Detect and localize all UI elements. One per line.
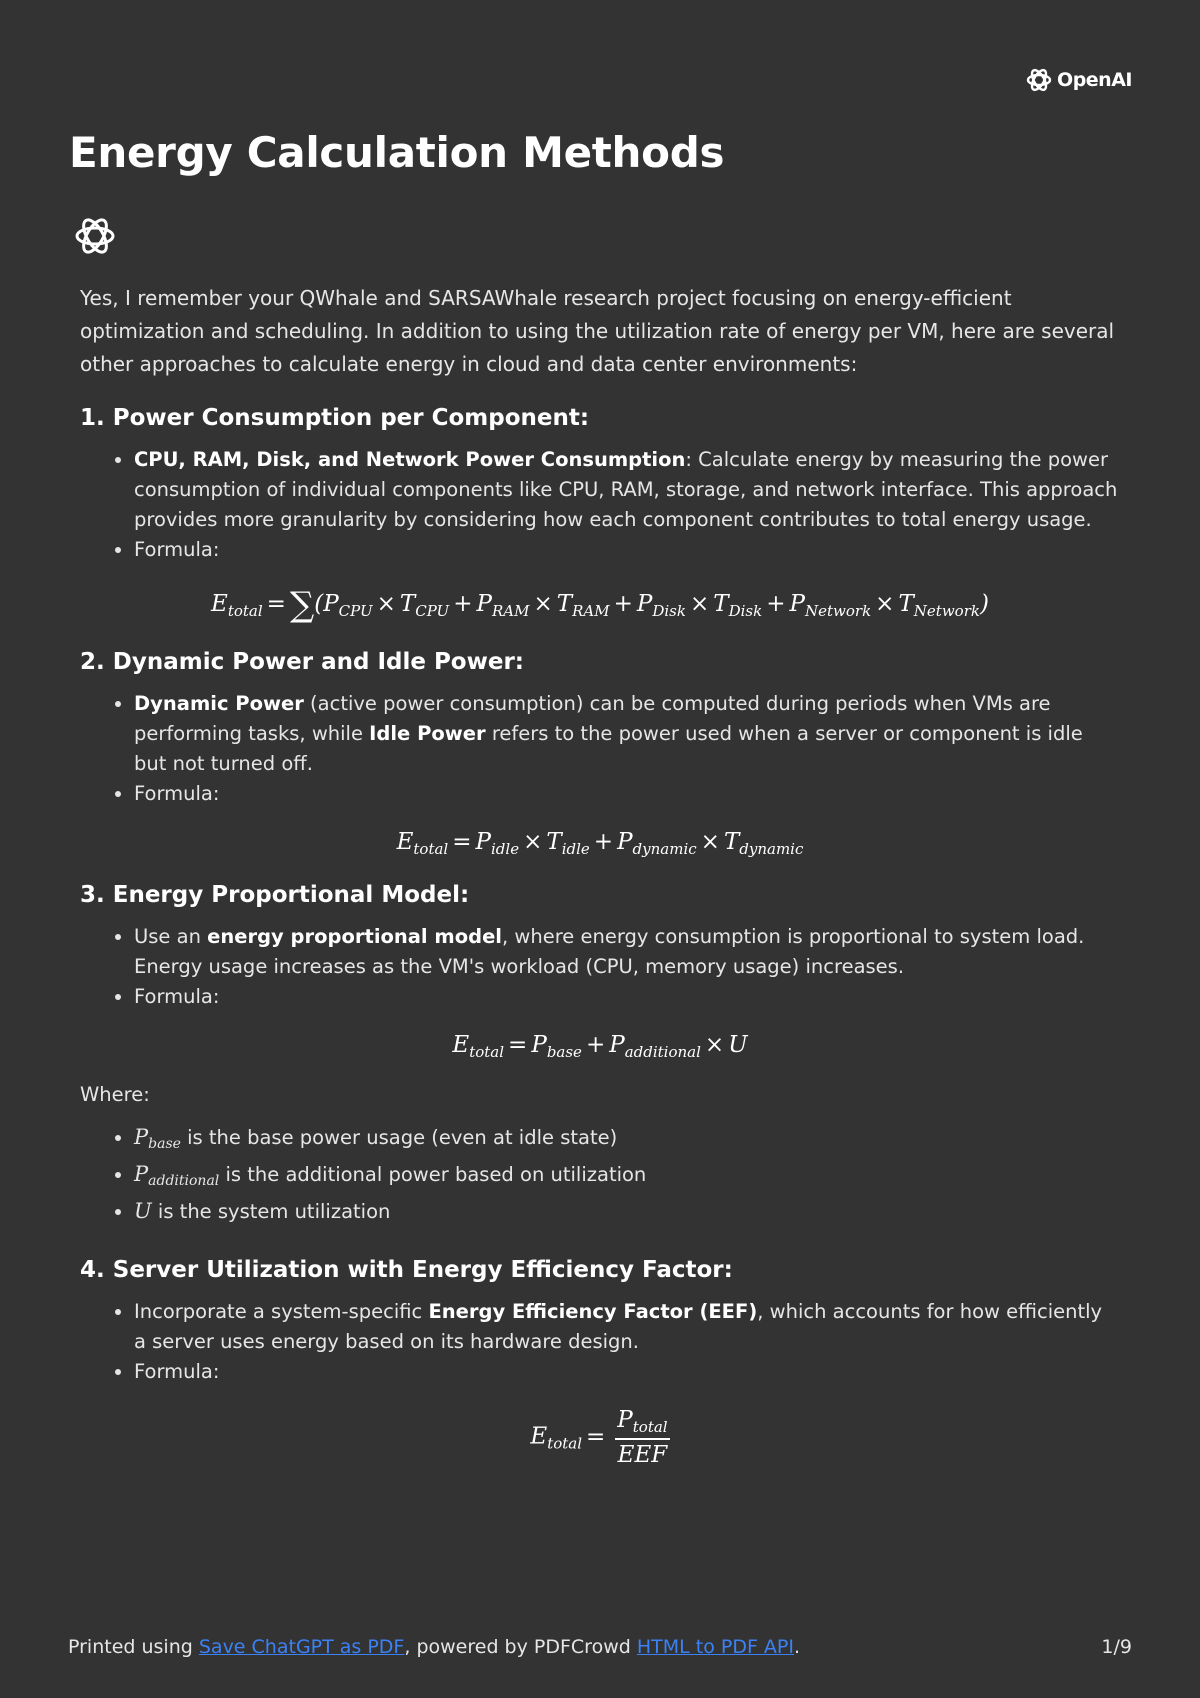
section-2-list <box>80 689 1120 809</box>
footer-text: Printed using Save ChatGPT as PDF, powered by PDFCrowd HTML to PDF API. <box>68 1636 801 1658</box>
formula-eef: $E_{total}$ = $\frac{P_{total}}{\text{EEF}}$ <box>530 1407 668 1468</box>
list-item-text: , where energy consumption is proportional to system load. Energy usage increases as the VM's workload (CPU, memory usage) increases. <box>134 925 1085 978</box>
bold-term: Energy Efficiency Factor (EEF) <box>428 1300 758 1323</box>
section-1-list <box>80 445 1120 565</box>
page-number: 1/9 <box>1101 1636 1132 1658</box>
list-item-text: , which accounts for how efficiently a server uses energy based on its hardware design. <box>134 1300 1103 1353</box>
list-item <box>134 1159 1120 1196</box>
list-item <box>134 1357 1120 1387</box>
formula-label: Formula: <box>134 1360 220 1383</box>
message-content <box>80 282 1120 1490</box>
section-4-list <box>80 1297 1120 1387</box>
formula-component-energy: $E_{total} = \sum(P_{CPU} \times T_{CPU} + P_{RAM} \times T_{RAM} + P_{Disk} \times T_{Disk} + P_{Network} \times T_{Network})$ <box>211 585 989 625</box>
list-item <box>134 535 1120 565</box>
bold-term: Dynamic Power <box>134 692 304 715</box>
bold-term: energy proportional model <box>207 925 502 948</box>
chatgpt-avatar-icon <box>72 213 118 259</box>
formula-idle-dynamic: $E_{total} = P_{idle} \times T_{idle} + P_{dynamic} \times T_{dynamic}$ <box>396 829 804 858</box>
section-3-heading: 3. Energy Proportional Model: <box>80 882 470 908</box>
list-item <box>134 922 1120 982</box>
list-item-text: : Calculate energy by measuring the power consumption of individual components like CPU, RAM, storage, and network interface. This approach provides more granularity by considering how each component contributes to total energy usage. <box>134 448 1118 531</box>
formula-label: Formula: <box>134 985 220 1008</box>
math-var: U <box>134 1199 152 1223</box>
html-to-pdf-api-link[interactable]: HTML to PDF API <box>636 1636 794 1658</box>
list-item-text: Use an <box>134 925 208 948</box>
list-item-text: is the base power usage (even at idle state) <box>180 1126 618 1149</box>
openai-brand <box>1025 66 1132 94</box>
fraction: $\frac{P_{total}}{\text{EEF}}$ <box>617 1407 668 1468</box>
bold-term: Idle Power <box>369 722 486 745</box>
list-item-text: Incorporate a system-specific <box>134 1300 429 1323</box>
list-item <box>134 982 1120 1012</box>
math-var: $P_{additional}$ <box>134 1162 220 1189</box>
section-1-heading: 1. Power Consumption per Component: <box>80 405 590 431</box>
list-item-text: (active power consumption) can be computed during periods when VMs are performing tasks, while <box>134 692 1051 745</box>
math-var: $P_{base}$ <box>134 1125 181 1152</box>
list-item <box>134 1196 1120 1227</box>
intro-paragraph: Yes, I remember your QWhale and SARSAWhale research project focusing on energy-efficient optimization and scheduling. In addition to using the utilization rate of energy per VM, here are several other approaches to calculate energy in cloud and data center environments: <box>80 286 1115 376</box>
list-item <box>134 1122 1120 1159</box>
where-label: Where: <box>80 1083 150 1106</box>
list-item-text: is the system utilization <box>151 1200 391 1223</box>
where-list <box>80 1122 1120 1227</box>
list-item <box>134 1297 1120 1357</box>
brand-name: OpenAI <box>1057 69 1132 91</box>
list-item-text: is the additional power based on utilization <box>219 1163 647 1186</box>
formula-proportional: $E_{total} = P_{base} + P_{additional} \times U$ <box>452 1032 748 1061</box>
list-item <box>134 689 1120 779</box>
section-2-heading: 2. Dynamic Power and Idle Power: <box>80 649 524 675</box>
list-item-text: refers to the power used when a server or component is idle but not turned off. <box>134 722 1083 775</box>
openai-logo-icon <box>1025 66 1053 94</box>
bold-term: CPU, RAM, Disk, and Network Power Consumption <box>134 448 686 471</box>
list-item <box>134 779 1120 809</box>
formula-label: Formula: <box>134 538 220 561</box>
page-title: Energy Calculation Methods <box>69 128 725 177</box>
list-item <box>134 445 1120 535</box>
section-4-heading: 4. Server Utilization with Energy Efficiency Factor: <box>80 1257 733 1283</box>
print-footer <box>68 1636 1132 1658</box>
formula-label: Formula: <box>134 782 220 805</box>
save-chatgpt-pdf-link[interactable]: Save ChatGPT as PDF <box>198 1636 405 1658</box>
section-3-list <box>80 922 1120 1012</box>
